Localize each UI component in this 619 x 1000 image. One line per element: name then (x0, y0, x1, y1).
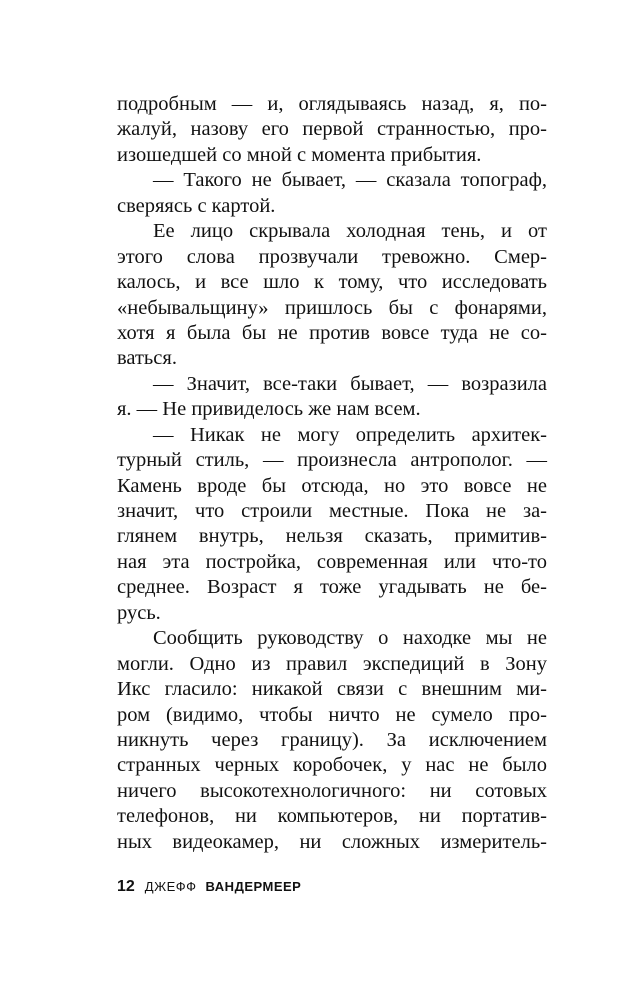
text-line: значит, что строили местные. Пока не за- (117, 500, 547, 522)
text-line: калось, и все шло к тому, что исследовать (117, 271, 547, 294)
text-line: ром (видимо, чтобы ничто не сумело про- (117, 703, 547, 726)
author-last-name: ВАНДЕРМЕЕР (205, 879, 302, 894)
text-line: хотя я была бы не против вовсе туда не со- (117, 321, 547, 344)
text-line: — Значит, все-таки бывает, — возразила (153, 372, 547, 395)
text-line: Ее лицо скрывала холодная тень, и от (153, 220, 547, 243)
text-line: могли. Одно из правил экспедиций в Зону (117, 652, 547, 675)
text-line: сверяясь с картой. (117, 194, 276, 217)
text-line: Камень вроде бы отсюда, но это вовсе не (117, 474, 547, 497)
text-line: среднее. Возраст я тоже угадывать не бе- (117, 576, 547, 599)
text-line: ная эта постройка, современная или что-то (117, 550, 547, 573)
text-line: телефонов, ни компьютеров, ни портатив- (117, 805, 547, 828)
text-line: ничего высокотехнологичного: ни сотовых (117, 779, 547, 802)
text-line: изошедшей со мной с момента прибытия. (117, 143, 482, 166)
text-line: — Никак не могу определить архитек- (153, 423, 547, 446)
text-line: Сообщить руководству о находке мы не (153, 627, 547, 650)
text-line: турный стиль, — произнесла антрополог. — (117, 449, 547, 472)
page-footer (117, 876, 301, 898)
text-line: жалуй, назову его первой странностью, про- (117, 118, 547, 141)
text-line: Икс гласило: никакой связи с внешним ми- (117, 678, 547, 701)
body-text (117, 92, 547, 855)
text-line: никнуть через границу). За исключением (117, 728, 547, 751)
author-first-name: ДЖЕФФ (144, 879, 197, 894)
text-line: русь. (117, 601, 161, 624)
text-line: ваться. (117, 347, 177, 370)
text-line: — Такого не бывает, — сказала топограф, (153, 169, 547, 192)
text-line: глянем внутрь, нельзя сказать, примитив- (117, 525, 547, 548)
text-line: ных видеокамер, ни сложных измеритель- (117, 830, 547, 853)
text-line: я. — Не привиделось же нам всем. (117, 398, 421, 421)
text-line: подробным — и, оглядываясь назад, я, по- (117, 93, 547, 115)
text-line: «небывальщину» пришлось бы с фонарями, (117, 296, 547, 319)
text-line: этого слова прозвучали тревожно. Смер- (117, 245, 547, 268)
text-line: странных черных коробочек, у нас не было (117, 754, 547, 777)
page-number: 12 (117, 878, 135, 895)
